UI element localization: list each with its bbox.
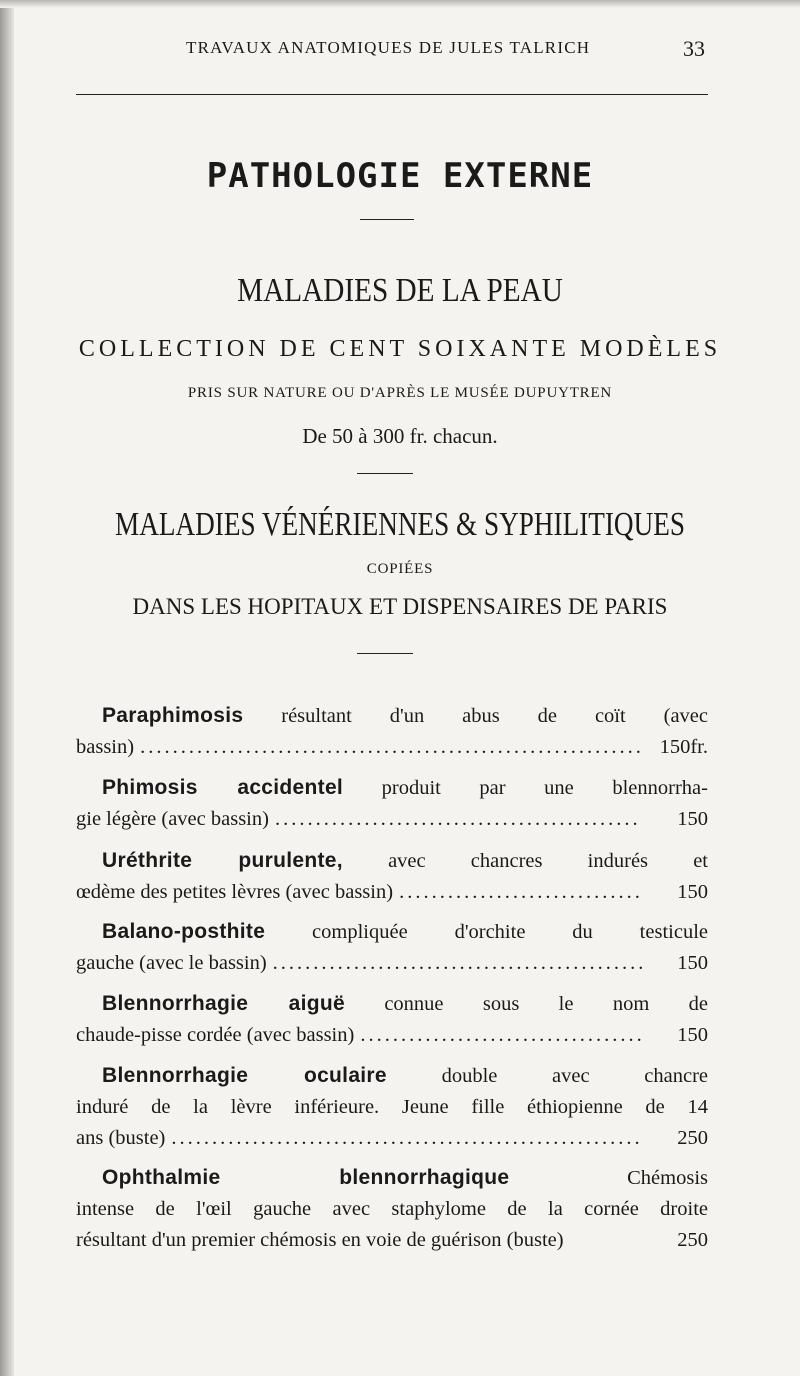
entry-first-line xyxy=(76,916,708,948)
divider-rule xyxy=(357,473,413,474)
entry-name: Paraphimosis xyxy=(102,704,244,727)
entry-description: produit par une blennorrha- xyxy=(343,777,708,799)
entry-price-line xyxy=(76,1225,708,1256)
entry-price: 250 xyxy=(677,1229,708,1251)
hospitals-line: DANS LES HOPITAUX ET DISPENSAIRES DE PARIS xyxy=(132,594,668,619)
entry-middle-line: intense de l'œil gauche avec staphylome de la cornée droite xyxy=(76,1198,708,1220)
catalog-entry xyxy=(76,916,708,979)
section-title: PATHOLOGIE EXTERNE xyxy=(206,156,594,196)
entry-price-line xyxy=(76,1020,708,1051)
entry-first-line xyxy=(76,700,708,732)
entry-description-end: gie légère (avec bassin) xyxy=(76,808,269,830)
entry-description-end: bassin) xyxy=(76,736,135,758)
catalog-entry xyxy=(76,845,708,908)
entry-description-end: chaude-pisse cordée (avec bassin) xyxy=(76,1024,355,1046)
divider-rule xyxy=(357,653,413,654)
entry-price: 150 xyxy=(677,1024,708,1046)
entry-price-line xyxy=(76,877,708,908)
copied-label: COPIÉES xyxy=(366,561,434,577)
entry-name: Uréthrite purulente, xyxy=(102,849,343,872)
page-edge-shadow xyxy=(0,0,14,1376)
catalog-entry xyxy=(76,1162,708,1256)
collection-line: COLLECTION DE CENT SOIXANTE MODÈLES xyxy=(78,336,722,362)
entry-price-line xyxy=(76,948,708,979)
skin-diseases-title: MALADIES DE LA PEAU xyxy=(237,272,563,309)
catalog-entry xyxy=(76,988,708,1051)
entry-first-line xyxy=(76,845,708,877)
entry-description: résultant d'un abus de coït (avec xyxy=(243,705,708,727)
entry-first-line xyxy=(76,1162,708,1194)
entry-description-end: œdème des petites lèvres (avec bassin) xyxy=(76,881,394,903)
header-rule xyxy=(76,94,708,95)
entry-description: double avec chancre xyxy=(386,1065,708,1087)
entry-first-line xyxy=(76,1060,708,1092)
dot-leader xyxy=(171,1123,642,1154)
entry-description-end: résultant d'un premier chémosis en voie de guérison (buste) xyxy=(76,1229,564,1251)
entry-name: Balano-posthite xyxy=(102,920,266,943)
price-range: De 50 à 300 fr. chacun. xyxy=(302,424,498,448)
source-line: PRIS SUR NATURE OU D'APRÈS LE MUSÉE DUPUYTREN xyxy=(187,385,613,401)
entry-price: 250 xyxy=(677,1127,708,1149)
page-top-shadow xyxy=(0,0,800,8)
catalog-entry xyxy=(76,1060,708,1154)
entry-name: Blennorrhagie oculaire xyxy=(102,1064,387,1087)
dot-leader xyxy=(360,1020,642,1051)
running-header: TRAVAUX ANATOMIQUES DE JULES TALRICH xyxy=(186,38,591,57)
dot-leader xyxy=(399,877,642,908)
page-number: 33 xyxy=(683,36,705,61)
divider-rule xyxy=(360,219,414,220)
entry-price: 150 xyxy=(677,952,708,974)
entry-name: Phimosis accidentel xyxy=(102,776,344,799)
entry-price: 150 xyxy=(677,881,708,903)
dot-leader xyxy=(273,948,642,979)
entry-price: 150 xyxy=(677,808,708,830)
venereal-diseases-title: MALADIES VÉNÉRIENNES & SYPHILITIQUES xyxy=(115,506,685,543)
entry-description: avec chancres indurés et xyxy=(342,850,708,872)
entry-price-line xyxy=(76,732,708,763)
entry-first-line xyxy=(76,772,708,804)
entry-price: 150fr. xyxy=(659,736,708,758)
entry-price-line xyxy=(76,1123,708,1154)
entry-description: Chémosis xyxy=(509,1167,708,1189)
catalog-entry xyxy=(76,772,708,835)
entry-first-line xyxy=(76,988,708,1020)
entry-name: Ophthalmie blennorrhagique xyxy=(102,1166,510,1189)
entry-price-line xyxy=(76,804,708,835)
entry-middle-line: induré de la lèvre inférieure. Jeune fille éthiopienne de 14 xyxy=(76,1096,708,1118)
entry-description-end: gauche (avec le bassin) xyxy=(76,952,267,974)
entry-description-end: ans (buste) xyxy=(76,1127,166,1149)
entry-description: connue sous le nom de xyxy=(344,993,708,1015)
catalog-entry xyxy=(76,700,708,763)
dot-leader xyxy=(275,804,642,835)
dot-leader xyxy=(140,732,642,763)
entry-description: compliquée d'orchite du testicule xyxy=(265,921,708,943)
entry-name: Blennorrhagie aiguë xyxy=(102,992,345,1015)
